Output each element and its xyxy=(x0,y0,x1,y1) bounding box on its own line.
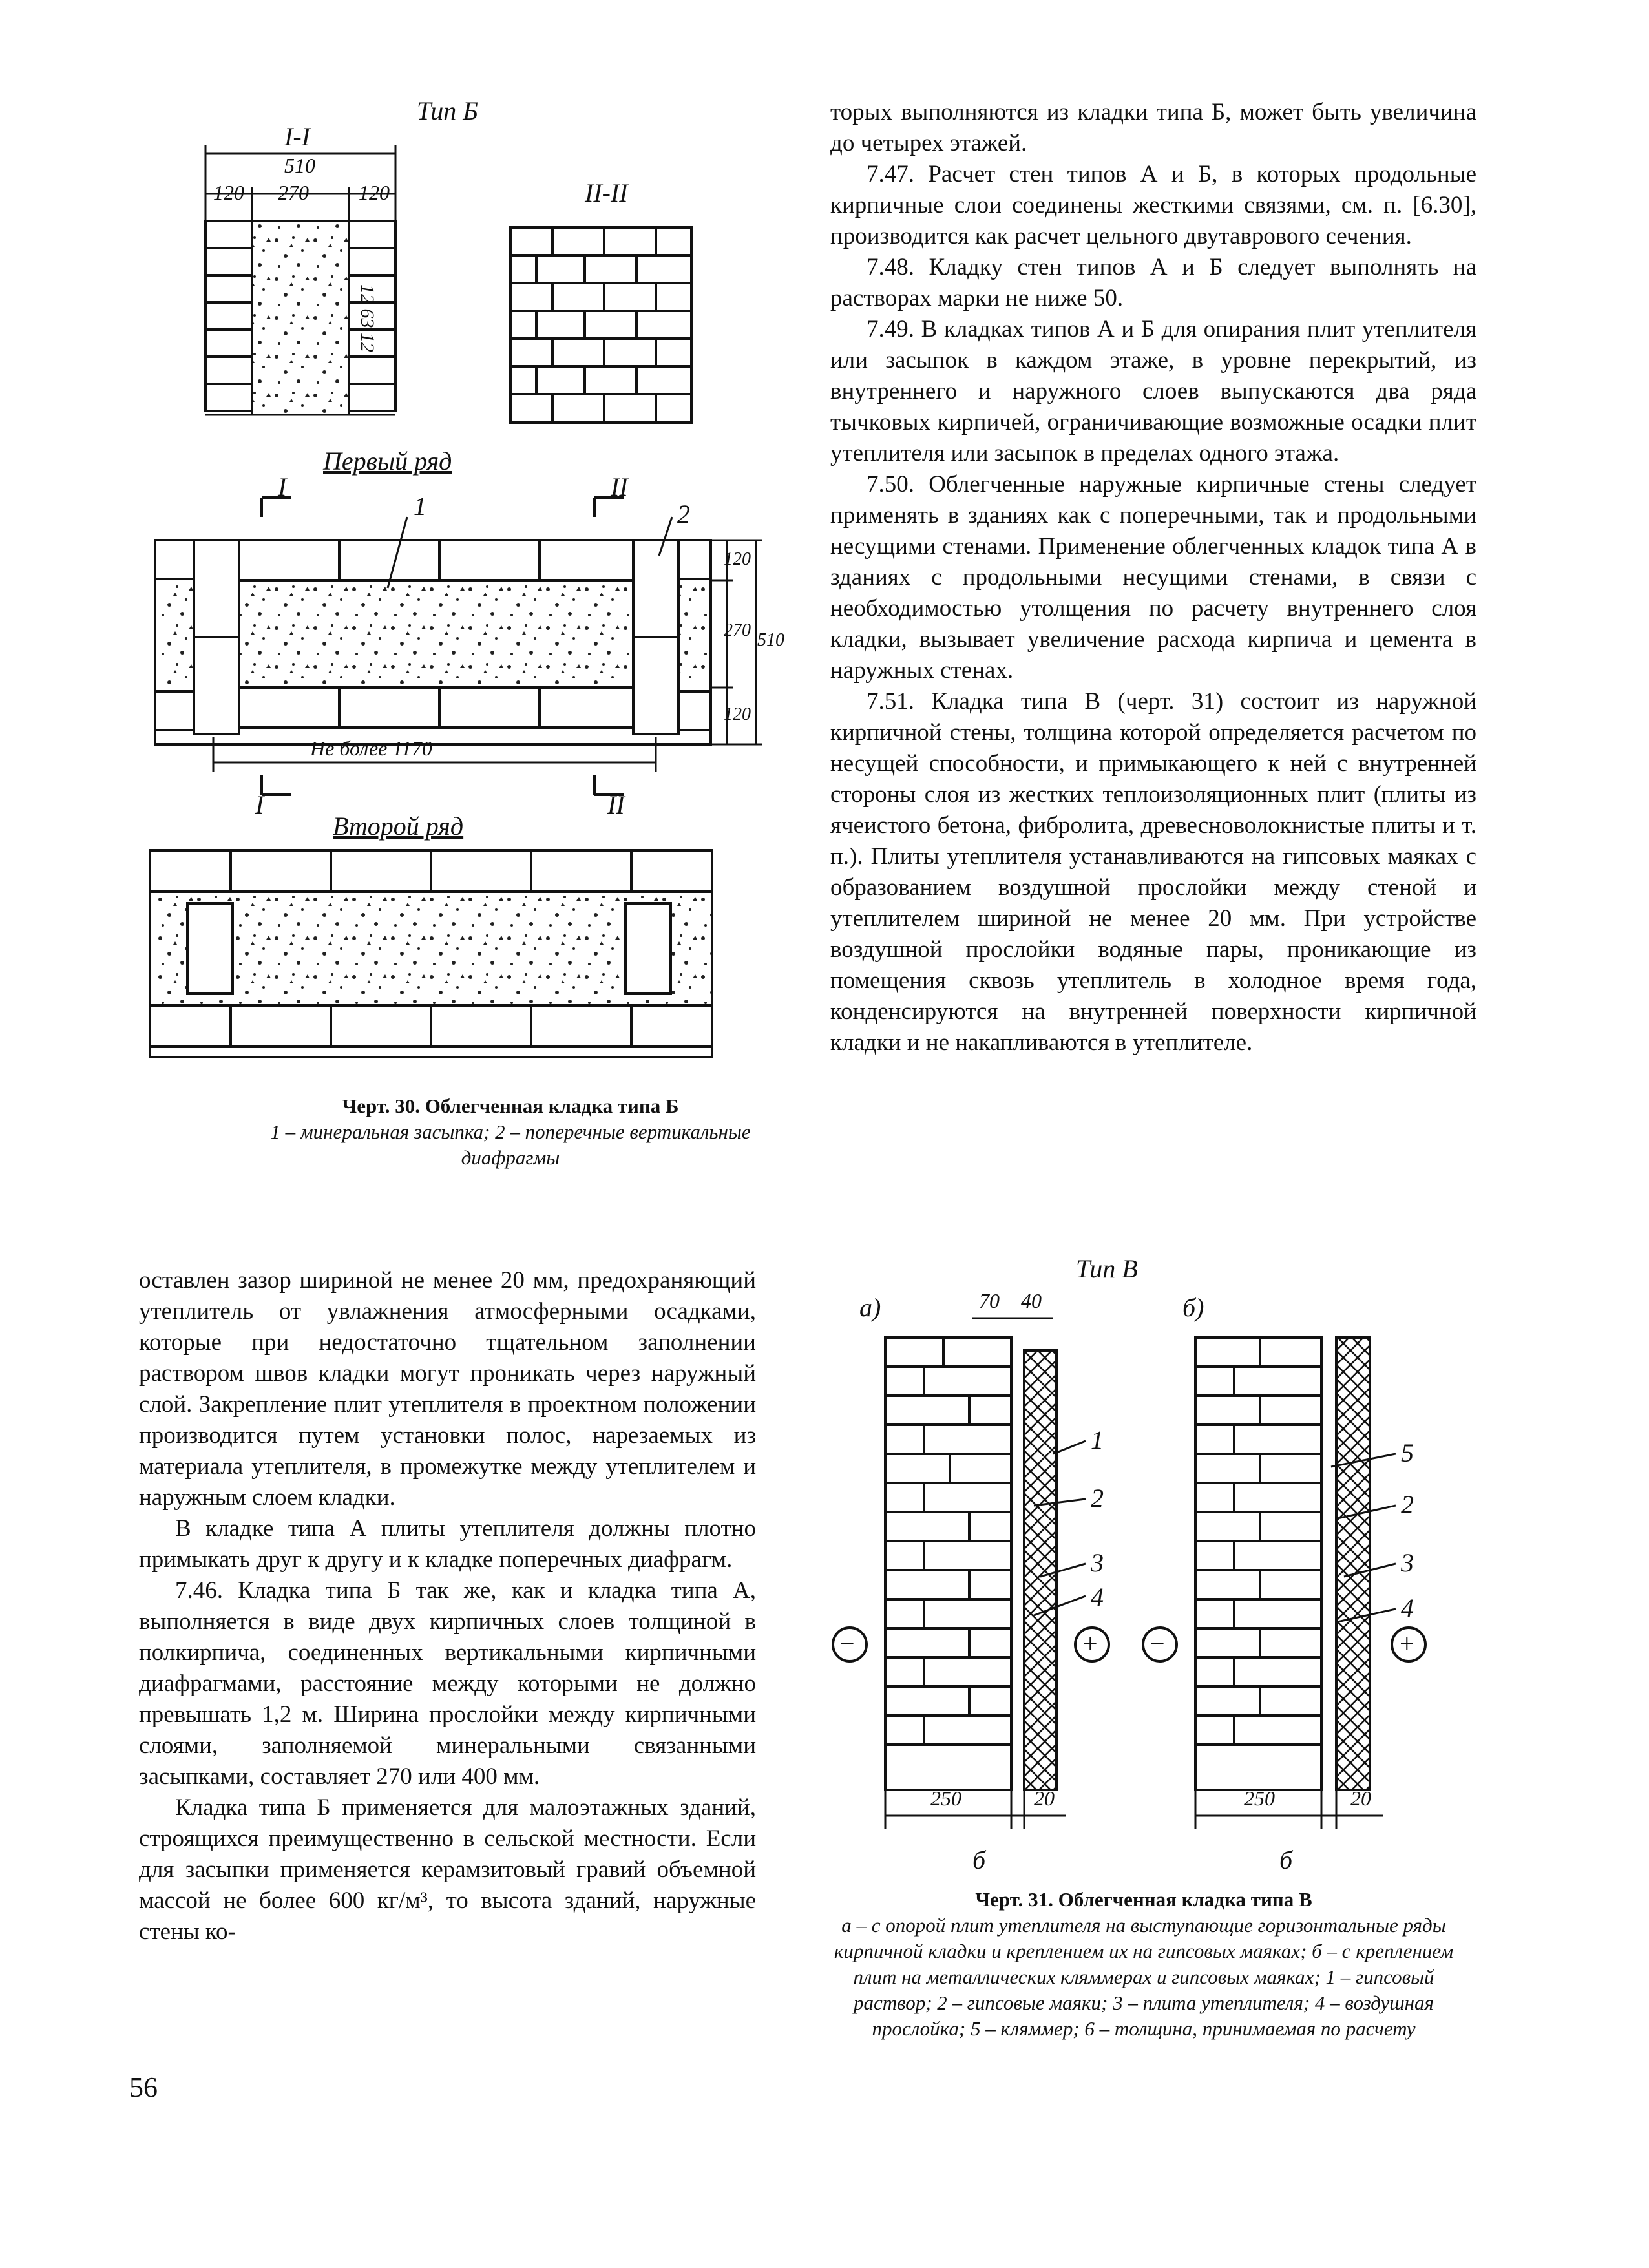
fig31-callout-b3: 3 xyxy=(1401,1548,1414,1577)
paragraph-7-50: 7.50. Облегченные наружные кирпичные стены следует применять в зданиях как с поперечными, так и продольными несущими стенами. Применение облегченных кладок типа А в зданиях с продольными несущими стенами, в связи с необходимостью утолщения по расчету внутреннего слоя кладки, вызывает увеличение расхода кирпича и цемента в наружных стенах. xyxy=(830,471,1476,684)
paragraph-7-47: 7.47. Расчет стен типов А и Б, в которых продольные кирпичные слои соединены жесткими связями, см. п. [6.30], производится как расчет цельного двутаврового сечения. xyxy=(830,161,1476,249)
fig30-section1-label: I-I xyxy=(284,122,310,151)
fig31-callout-b4: 4 xyxy=(1401,1593,1414,1622)
fig31-b-drawing xyxy=(1143,1338,1425,1829)
fig31-callout-a3: 3 xyxy=(1091,1548,1104,1577)
paragraph: В кладке типа А плиты утеплителя должны плотно примыкать друг к другу и к кладке поперечных диафрагм. xyxy=(139,1515,756,1573)
fig30-mark-II-top: II xyxy=(611,472,628,501)
plan-second-row xyxy=(150,850,712,1057)
right-column-top-text xyxy=(830,97,1476,1058)
fig30-caption-desc: 1 – минеральная засыпка; 2 – поперечные вертикальные диафрагмы xyxy=(270,1120,751,1169)
left-column-bottom-text xyxy=(139,1265,756,1948)
fig30-caption xyxy=(246,1093,775,1171)
page-number: 56 xyxy=(129,2072,158,2103)
paragraph: оставлен зазор шириной не менее 20 мм, предохраняющий утеплитель от увлажнения атмосферными осадками, которые при недостаточно тщательном заполнении раствором швов кладки могут проникать через наружный слой. Закрепление плит утеплителя в проектном положении производится путем установки полос, нарезаемых из материала утеплителя, в промежутке между утеплителем и наружным слоем кладки. xyxy=(139,1267,756,1511)
fig30-callout-1: 1 xyxy=(414,492,426,521)
fig30-dim-b: 270 xyxy=(278,181,309,204)
paragraph-7-51: 7.51. Кладка типа В (черт. 31) состоит из наружной кирпичной стены, толщина которой определяется расчетом по несущей способности, и примыкающего к ней с внутренней стороны слоя из жестких теплоизоляционных плит (плиты из ячеистого бетона, фибролита, древесноволокнистые плиты и т. п.). Плиты утеплителя устанавливаются на гипсовых маяках с образованием воздушной прослойки между стеной и утеплителем шириной не менее 20 мм. При устройстве воздушной прослойки водяные пары, проникающие из помещения сквозь утеплитель в холодное время года, конденсируются на внутренней поверхности кирпичной кладки и не накапливаются в утеплителе. xyxy=(830,688,1476,1056)
paragraph-7-49: 7.49. В кладках типов А и Б для опирания плит утеплителя или засыпок в каждом этаже, в уровне перекрытий, из внутреннего и наружного слоев выпускаются два ряда тычковых кирпичей, ограничивающие возможные осадки плит утеплителя или засыпок в пределах одного этажа. xyxy=(830,316,1476,467)
fig31-plus-b: + xyxy=(1400,1629,1414,1658)
fig31-label-6-a: б xyxy=(972,1845,986,1874)
fig31-callout-a2: 2 xyxy=(1091,1484,1104,1513)
paragraph-7-46: 7.46. Кладка типа Б так же, как и кладка типа А, выполняется в виде двух кирпичных слоев толщиной в полкирпича, соединенных вертикальными кирпичными диафрагмами, расстояние между которыми не должно превышать 1,2 м. Ширина прослойки между кирпичными слоями, заполняемой минеральными связанными засыпками, составляет 270 или 400 мм. xyxy=(139,1577,756,1790)
fig31-sub-b: б) xyxy=(1182,1293,1204,1322)
fig31-dim-250-a: 250 xyxy=(930,1787,961,1810)
fig30-caption-title: Черт. 30. Облегченная кладка типа Б xyxy=(342,1095,679,1117)
fig30-row2-label: Второй ряд xyxy=(333,812,464,841)
fig31-dim-250-b: 250 xyxy=(1244,1787,1275,1810)
fig31-dim-20-b: 20 xyxy=(1350,1787,1371,1810)
fig30-type-label: Тип Б xyxy=(417,96,478,125)
fig30-dim-vert: 12 63 12 xyxy=(357,284,378,352)
paragraph-7-48: 7.48. Кладку стен типов А и Б следует выполнять на растворах марки не ниже 50. xyxy=(830,254,1476,311)
fig30-callout-2: 2 xyxy=(677,499,690,529)
fig30-dim-span: Не более 1170 xyxy=(310,737,432,760)
fig31-callout-a4: 4 xyxy=(1091,1582,1104,1612)
fig31-a-drawing xyxy=(833,1318,1109,1829)
fig30-section2-label: II-II xyxy=(585,178,628,207)
fig30-mark-II-bottom: II xyxy=(607,790,625,819)
fig30-dim-right-total: 510 xyxy=(757,630,784,650)
fig31-caption-desc: а – с опорой плит утеплителя на выступающие горизонтальные ряды кирпичной кладки и креплением их на гипсовых маяках; б – с креплением плит на металлических кляммерах и гипсовых маяках; 1 – гипсовый раствор; 2 – гипсовые маяки; 3 – плита утеплителя; 4 – воздушная прослойка; 5 – кляммер; 6 – толщина, принимаемая по расчету xyxy=(834,1914,1454,2040)
fig30-dim-c: 120 xyxy=(359,181,390,204)
fig30-dim-a: 120 xyxy=(213,181,244,204)
paragraph: Кладка типа Б применяется для малоэтажных зданий, строящихся преимущественно в сельской местности. Если для засыпки применяется керамзитовый гравий объемной массой не более 600 кг/м³, то высота зданий, наружные стены ко- xyxy=(139,1794,756,1945)
fig31-callout-b5: 5 xyxy=(1401,1438,1414,1467)
fig30-dim-right-b: 270 xyxy=(724,620,751,640)
paragraph: торых выполняются из кладки типа Б, может быть увеличина до четырех этажей. xyxy=(830,99,1476,156)
fig31-caption-title: Черт. 31. Облегченная кладка типа В xyxy=(975,1888,1312,1911)
fig31-dim-70: 70 xyxy=(979,1289,1000,1312)
fig30-mark-I-bottom: I xyxy=(255,790,264,819)
fig30-row1-label: Первый ряд xyxy=(323,446,452,476)
fig31-label-6-b: б xyxy=(1279,1845,1293,1874)
fig31-callout-a1: 1 xyxy=(1091,1425,1104,1454)
fig31-sub-a: а) xyxy=(859,1293,881,1322)
fig31-minus-a: − xyxy=(840,1629,855,1658)
fig31-caption xyxy=(821,1887,1467,2042)
fig30-dim-total: 510 xyxy=(284,154,315,177)
fig30-dim-right-c: 120 xyxy=(724,704,751,724)
fig31-callout-b2: 2 xyxy=(1401,1490,1414,1519)
fig31-type-label: Тип В xyxy=(1076,1254,1138,1283)
fig31-dim-20-a: 20 xyxy=(1034,1787,1055,1810)
plan-first-row xyxy=(155,498,762,795)
fig31-plus-a: + xyxy=(1083,1629,1098,1658)
fig31-minus-b: − xyxy=(1150,1629,1165,1658)
fig31-dim-40: 40 xyxy=(1021,1289,1042,1312)
fig30-dim-right-a: 120 xyxy=(724,549,751,569)
fig30-mark-I-top: I xyxy=(278,472,287,501)
section-2-2 xyxy=(510,227,691,423)
